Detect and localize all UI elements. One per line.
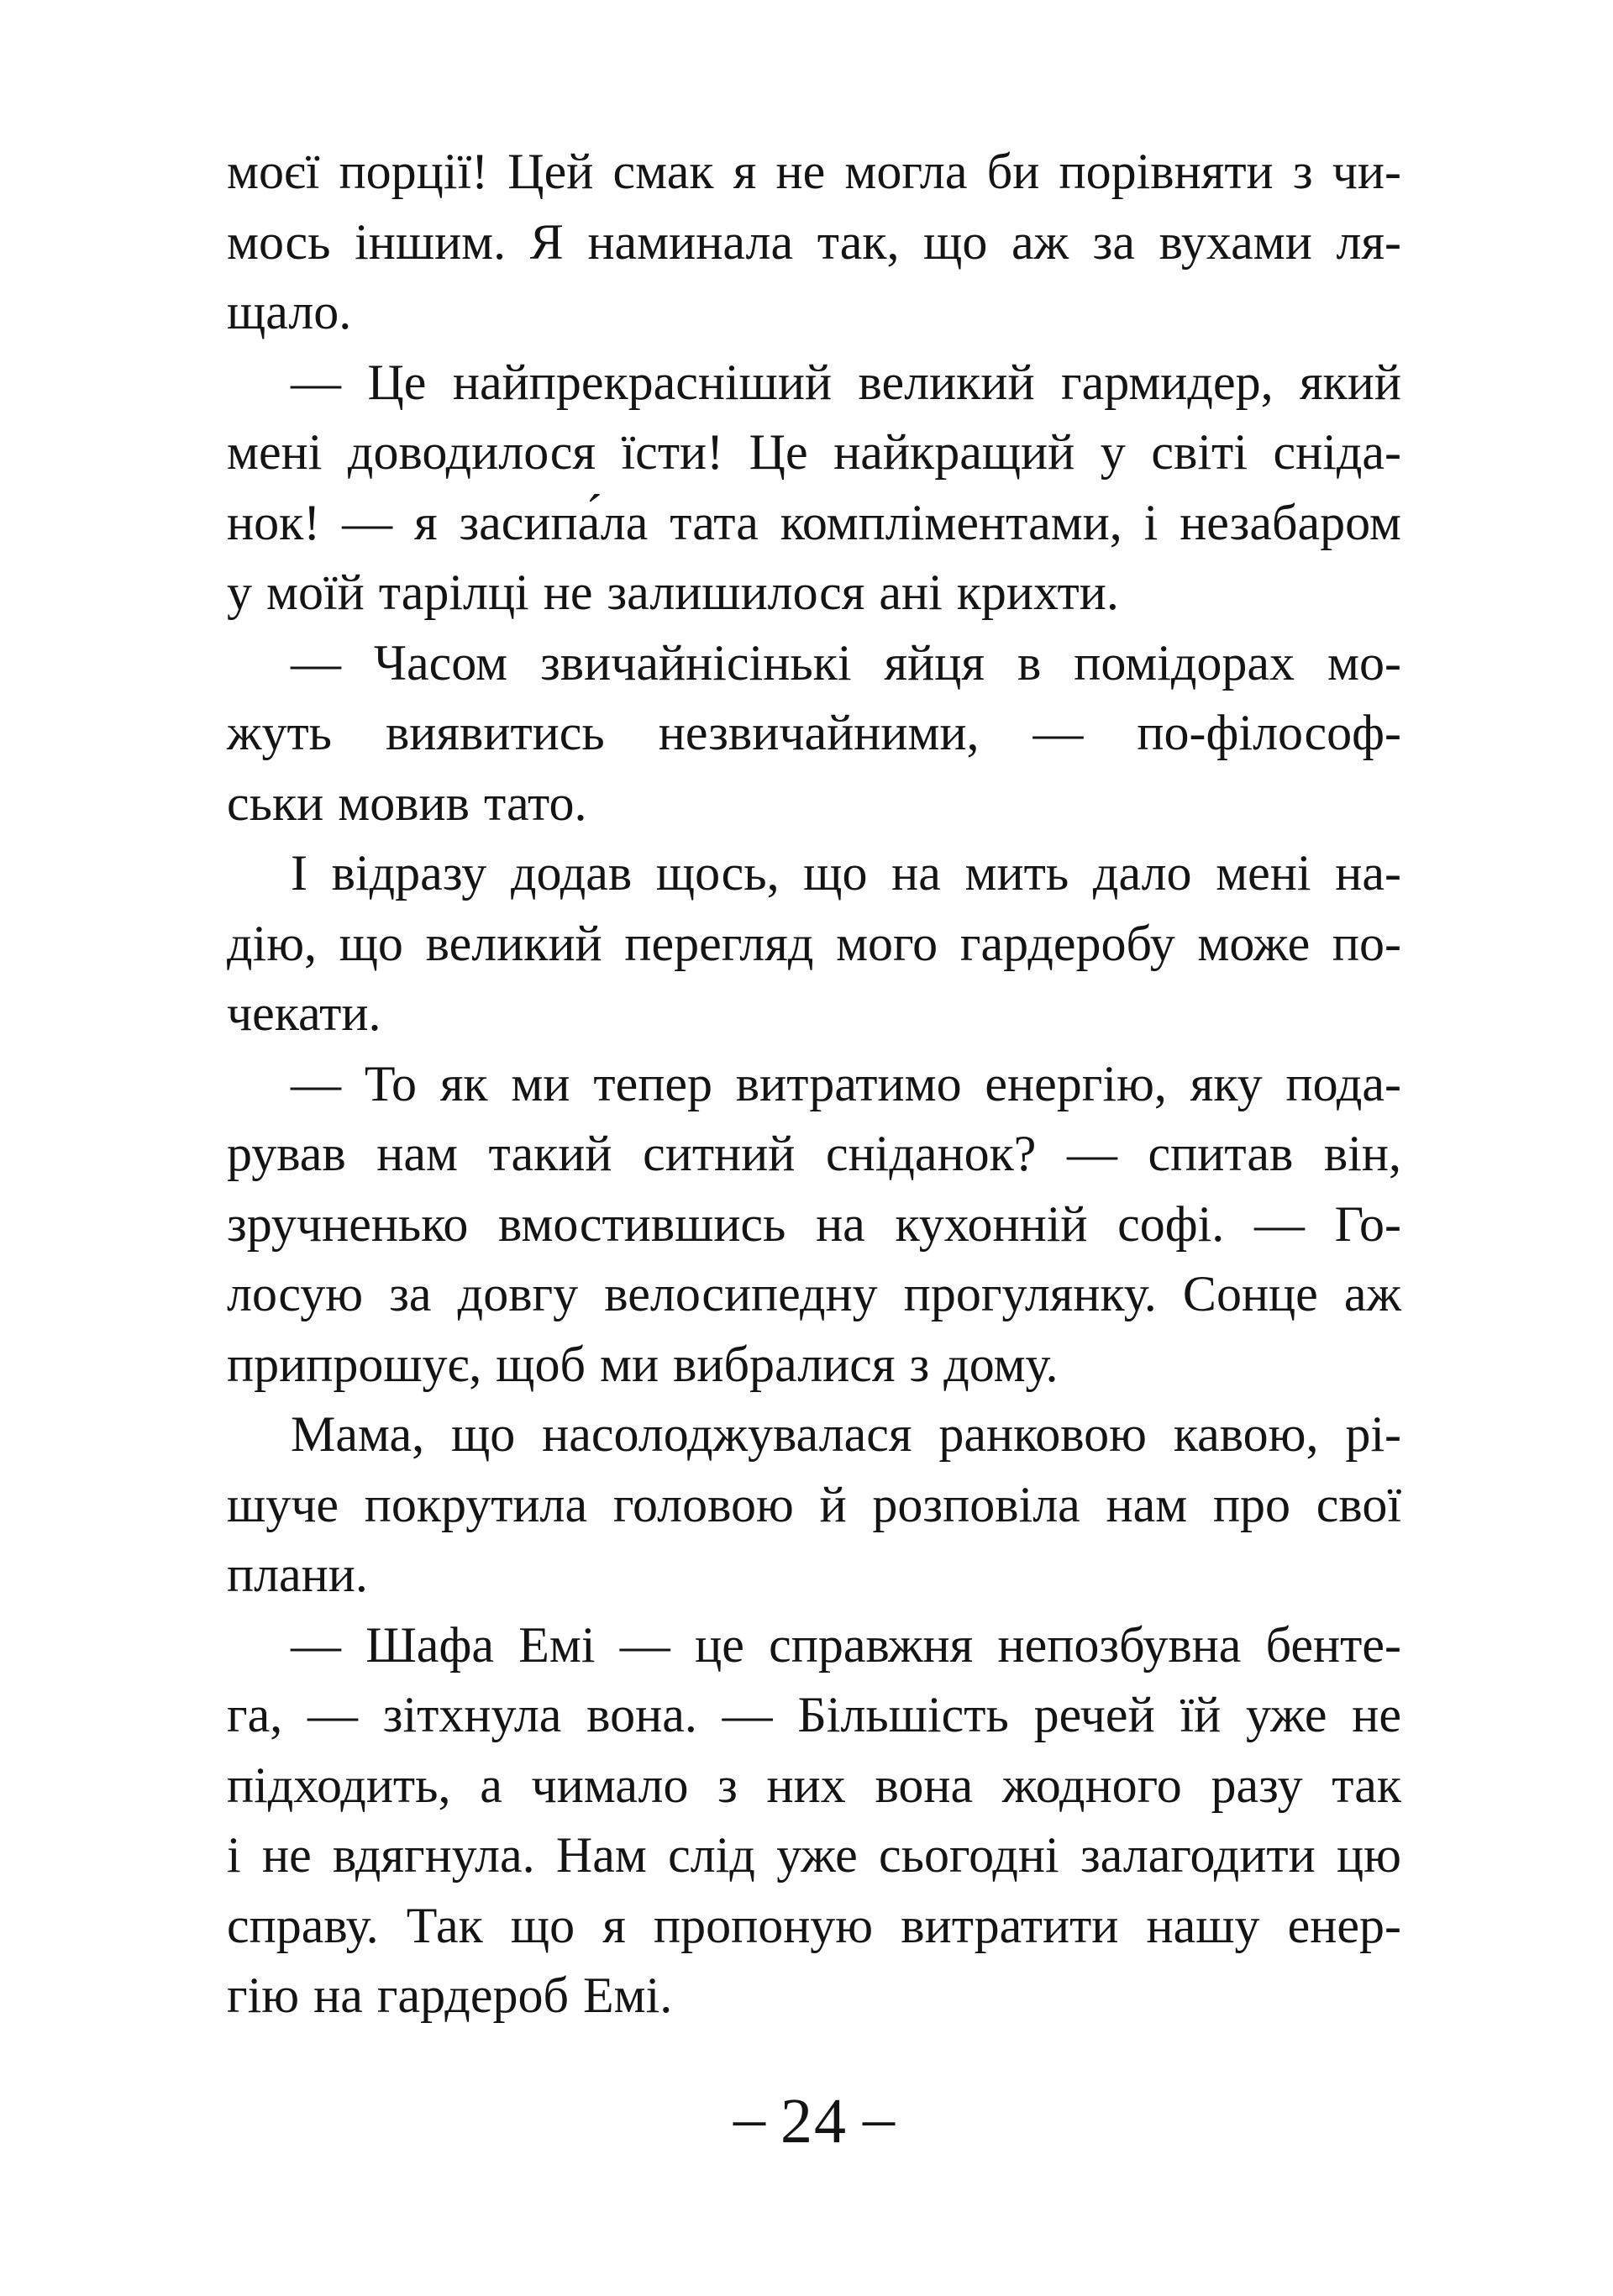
footer-right-dash: –: [863, 2083, 895, 2153]
text-line: лосую за довгу велосипедну прогулянку. Сонце аж: [227, 1266, 1401, 1321]
text-line: гію на гардероб Емі.: [227, 1968, 673, 2023]
body-text: [227, 137, 1401, 2031]
text-line: нок! — я засипа́ла тата компліментами, і незабаром: [227, 494, 1401, 550]
text-line: І відразу додав щось, що на мить дало мені на-: [291, 845, 1401, 901]
text-line: справу. Так що я пропоную витратити нашу енер-: [227, 1897, 1401, 1953]
text-line: шуче покрутила головою й розповіла нам про свої: [227, 1476, 1401, 1532]
text-line: припрошує, щоб ми вибралися з дому.: [227, 1336, 1059, 1392]
text-line: щало.: [227, 284, 352, 339]
text-line: моєї порції! Цей смак я не могла би порівняти з чи-: [227, 144, 1401, 199]
footer-left-dash: –: [733, 2083, 765, 2153]
text-line: плани.: [227, 1547, 368, 1602]
text-line: дію, що великий перегляд мого гардеробу може по-: [227, 915, 1401, 971]
text-line: жуть виявитись незвичайними, — по-філософ-: [227, 705, 1401, 760]
text-line: мені доводилося їсти! Це найкращий у світі сніда-: [227, 424, 1401, 480]
text-line: ськи мовив тато.: [227, 775, 587, 831]
text-line: чекати.: [227, 985, 381, 1041]
text-line: Мама, що насолоджувалася ранковою кавою, рі-: [291, 1406, 1401, 1462]
page-number: 24: [780, 2086, 848, 2157]
text-line: — Це найпрекрасніший великий гармидер, який: [291, 354, 1401, 410]
text-line: рував нам такий ситний сніданок? — спитав він,: [227, 1126, 1401, 1181]
text-line: у моїй тарілці не залишилося ані крихти.: [227, 565, 1119, 620]
text-line: — Шафа Емі — це справжня непозбувна бенте-: [291, 1616, 1401, 1673]
text-line: і не вдягнула. Нам слід уже сьогодні залагодити цю: [227, 1827, 1401, 1883]
page-footer: [227, 2083, 1401, 2159]
text-line: — Часом звичайнісінькі яйця в помідорах мо-: [291, 634, 1401, 691]
text-line: підходить, а чимало з них вона жодного разу так: [227, 1757, 1401, 1813]
text-line: зручненько вмостившись на кухонній софі. — Го-: [227, 1195, 1401, 1252]
text-line: — То як ми тепер витратимо енергію, яку пода-: [291, 1055, 1401, 1111]
text-line: га, — зітхнула вона. — Більшість речей їй уже не: [227, 1687, 1401, 1742]
text-line: мось іншим. Я наминала так, що аж за вухами ля-: [227, 213, 1401, 270]
